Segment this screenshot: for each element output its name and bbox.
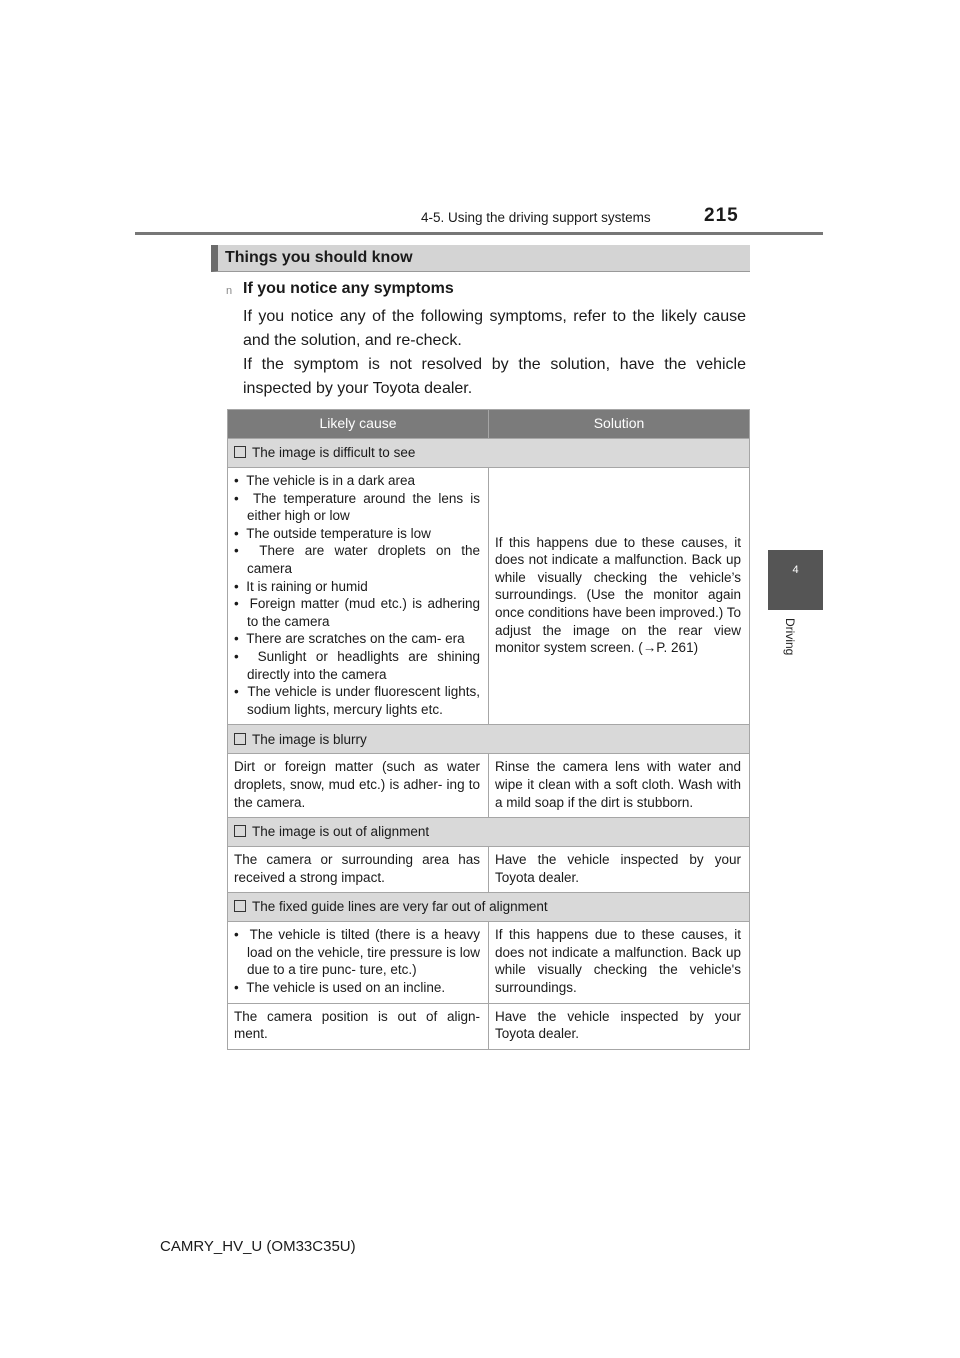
list-item: • The vehicle is tilted (there is a heavy load on the vehicle, tire pressure is low due to a tire punc- ture, etc.) xyxy=(234,926,480,979)
list-item: • Foreign matter (mud etc.) is adhering to the camera xyxy=(234,595,480,630)
cause-cell: Dirt or foreign matter (such as water droplets, snow, mud etc.) is adher- ing to the camera. xyxy=(228,754,489,818)
list-item: • The vehicle is used on an incline. xyxy=(234,979,480,997)
checkbox-icon xyxy=(234,825,246,837)
section-header: 4-5. Using the driving support systems xyxy=(421,210,651,225)
symptoms-paragraph-2: If the symptom is not resolved by the solution, have the vehicle inspected by your Toyota dealer. xyxy=(243,356,746,397)
symptoms-title: If you notice any symptoms xyxy=(243,280,454,297)
header-likely-cause: Likely cause xyxy=(228,410,489,439)
chapter-tab: 4 xyxy=(768,550,823,610)
table-row xyxy=(228,922,750,1003)
list-item: • The vehicle is under fluorescent lights, sodium lights, mercury lights etc. xyxy=(234,683,480,718)
cause-cell: The camera or surrounding area has received a strong impact. xyxy=(228,847,489,893)
cause-list xyxy=(234,926,480,996)
list-item: • The temperature around the lens is either high or low xyxy=(234,490,480,525)
category-label: The image is out of alignment xyxy=(252,824,430,840)
solution-cell: Have the vehicle inspected by your Toyota dealer. xyxy=(489,1003,750,1049)
table-header-row xyxy=(228,410,750,439)
symptoms-paragraph-1: If you notice any of the following symptoms, refer to the likely cause and the solution, and re-check. xyxy=(243,308,746,349)
cause-list xyxy=(234,472,480,718)
footer-model-code: CAMRY_HV_U (OM33C35U) xyxy=(160,1238,356,1255)
list-item: • There are water droplets on the camera xyxy=(234,542,480,577)
checkbox-icon xyxy=(234,446,246,458)
solution-cell: Rinse the camera lens with water and wipe it clean with a soft cloth. Wash with a mild soap if the dirt is stubborn. xyxy=(489,754,750,818)
list-item: • It is raining or humid xyxy=(234,578,480,596)
table-row xyxy=(228,1003,750,1049)
bullet-icon: n xyxy=(226,285,233,297)
header-solution: Solution xyxy=(489,410,750,439)
category-label: The image is blurry xyxy=(252,731,367,747)
category-row xyxy=(228,439,750,468)
table-row xyxy=(228,754,750,818)
chapter-label: Driving xyxy=(783,618,797,656)
symptom-table xyxy=(227,409,750,1050)
cause-cell: The camera position is out of align- ment. xyxy=(228,1003,489,1049)
header-rule xyxy=(135,232,823,235)
table-row xyxy=(228,847,750,893)
list-item: • There are scratches on the cam- era xyxy=(234,630,480,648)
table-row xyxy=(228,468,750,725)
category-label: The image is difficult to see xyxy=(252,445,416,461)
category-label: The fixed guide lines are very far out of alignment xyxy=(252,899,548,915)
category-row xyxy=(228,893,750,922)
solution-cell: If this happens due to these causes, it does not indicate a malfunction. Back up while visually checking the vehicle’s surroundings. (Use the monitor again once conditions have been improved.) To adjust the image on the rear view monitor system screen. (→P. 261) xyxy=(489,468,750,725)
checkbox-icon xyxy=(234,733,246,745)
box-title: Things you should know xyxy=(211,245,750,272)
checkbox-icon xyxy=(234,900,246,912)
page-number: 215 xyxy=(704,205,739,226)
solution-cell: Have the vehicle inspected by your Toyota dealer. xyxy=(489,847,750,893)
solution-cell: If this happens due to these causes, it does not indicate a malfunction. Back up while visually checking the vehicle's surroundings. xyxy=(489,922,750,1003)
cause-cell xyxy=(228,468,489,725)
list-item: • Sunlight or headlights are shining directly into the camera xyxy=(234,648,480,683)
list-item: • The vehicle is in a dark area xyxy=(234,472,480,490)
list-item: • The outside temperature is low xyxy=(234,525,480,543)
category-row xyxy=(228,725,750,754)
category-row xyxy=(228,818,750,847)
cause-cell xyxy=(228,922,489,1003)
